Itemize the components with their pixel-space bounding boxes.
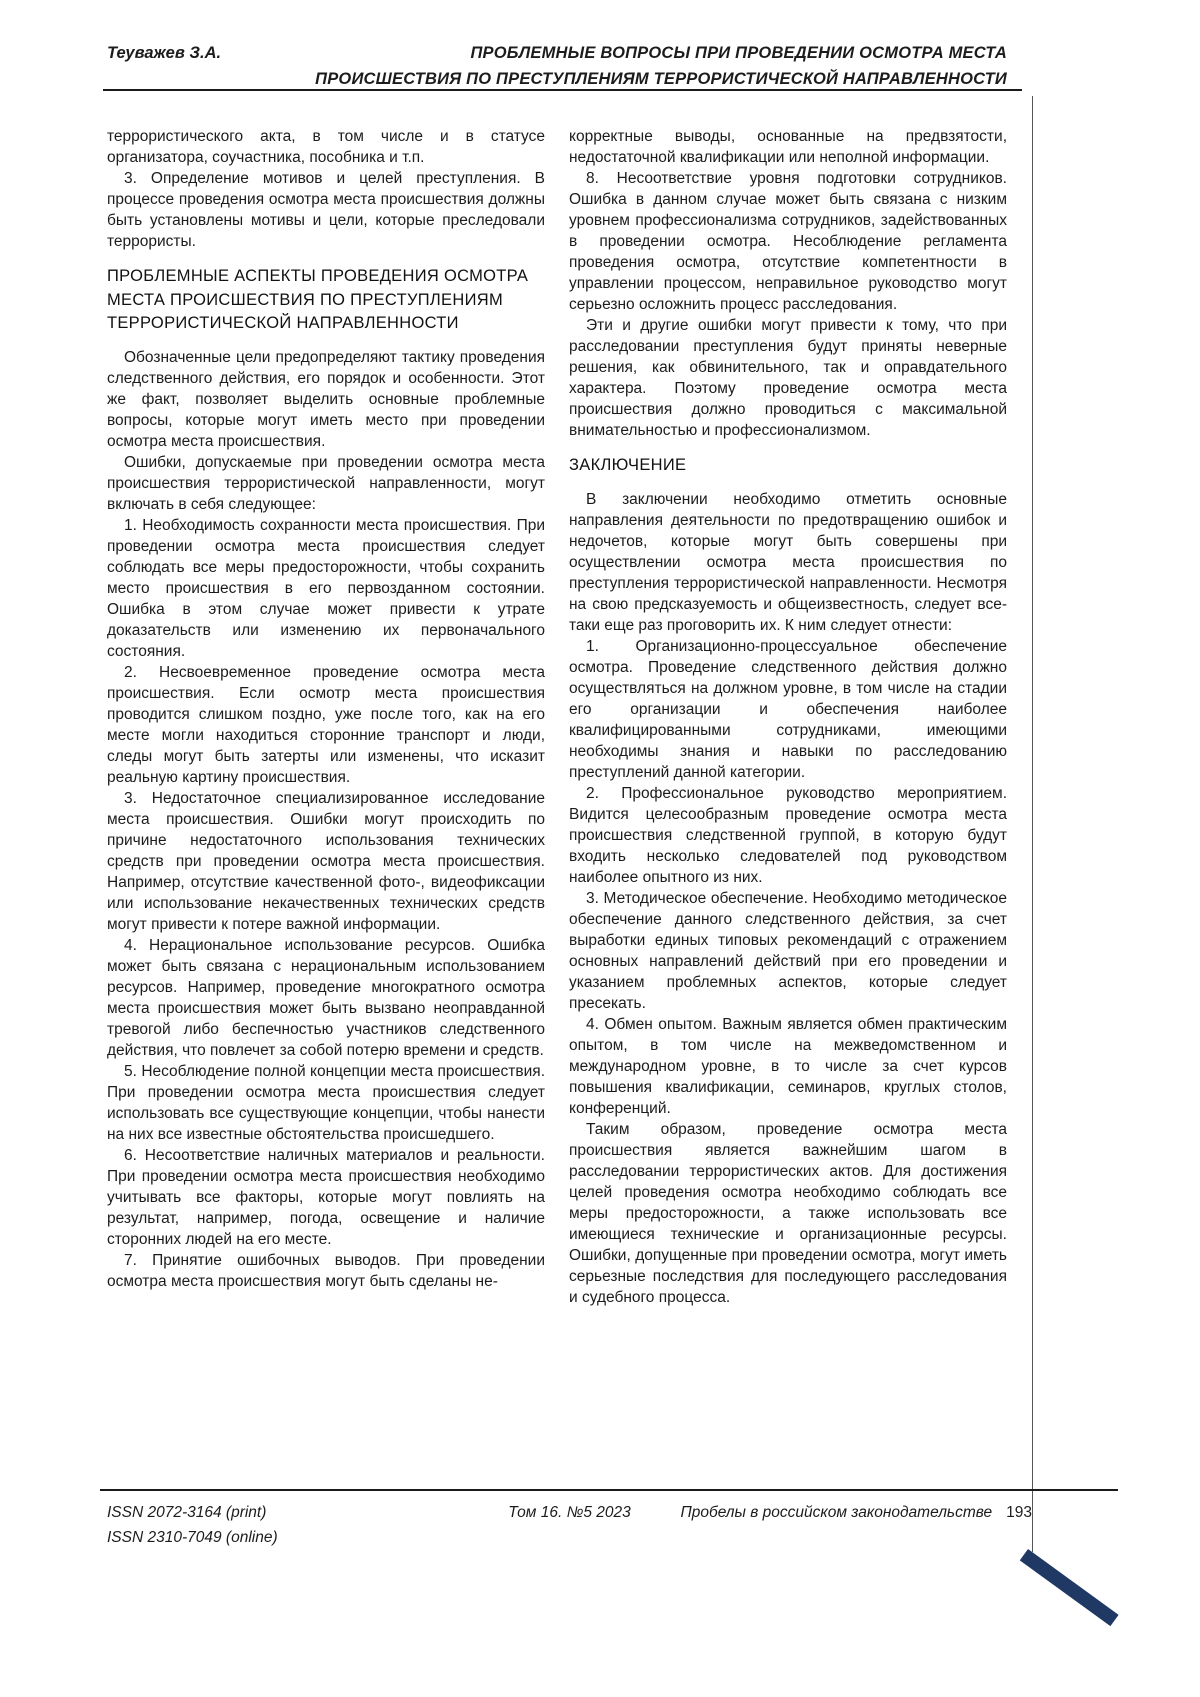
paragraph: В заключении необходимо отметить основные направления деятельности по предотвращению ошибок и недочетов, которые могут быть совершены при осуществлении осмотра места происшествия по преступления террористической направленности. Несмотря на свою предсказуемость и общеизвестность, следует все-таки еще раз проговорить их. К ним следует отнести: xyxy=(569,490,1007,634)
paragraph: 4. Обмен опытом. Важным является обмен практическим опытом, в том числе на межведомственном и международном уровне, в то числе за счет курсов повышения квалификации, семинаров, круглых столов, конференций. xyxy=(569,1015,1007,1117)
paragraph: 3. Недостаточное специализированное исследование места происшествия. Ошибки могут происходить по причине недостаточного использования технических средств при проведении осмотра места происшествия. Например, отсутствие качественной фото-, видеофиксации или использование некачественных технических средств могут привести к потере важной информации. xyxy=(107,789,545,933)
section-heading-problem-aspects: ПРОБЛЕМНЫЕ АСПЕКТЫ ПРОВЕДЕНИЯ ОСМОТРА МЕСТА ПРОИСШЕСТВИЯ ПО ПРЕСТУПЛЕНИЯМ ТЕРРОРИСТИЧЕСКОЙ НАПРАВЛЕННОСТИ xyxy=(107,267,529,332)
journal-name-block xyxy=(631,1500,1032,1550)
right-column xyxy=(569,126,1007,1308)
page-header xyxy=(107,40,1007,92)
paragraph: 1. Организационно-процессуальное обеспечение осмотра. Проведение следственного действия должно осуществляться на должном уровне, в том числе на стадии его организации и обеспечения наиболее квалифицированными сотрудниками, имеющими необходимы знания и навыки по расследованию преступлений данной категории. xyxy=(569,637,1007,781)
issn-online: ISSN 2310-7049 (online) xyxy=(107,1529,278,1546)
paragraph: 4. Нерациональное использование ресурсов. Ошибка может быть связана с нерациональным использованием ресурсов. Например, проведение многократного осмотра места происшествия может быть вызвано неоправданной тревогой либо беспечностью участников следственного действия, что повлечет за собой потерю времени и средств. xyxy=(107,936,545,1059)
paragraph: Обозначенные цели предопределяют тактику проведения следственного действия, его порядок и особенности. Этот же факт, позволяет выделить основные проблемные вопросы, которые могут иметь место при проведении осмотра места происшествия. xyxy=(107,348,545,450)
volume-issue: Том 16. №5 2023 xyxy=(508,1504,631,1521)
paragraph: 1. Необходимость сохранности места происшествия. При проведении осмотра места происшествия следует соблюдать все меры предосторожности, чтобы сохранить место происшествия в его первозданном состоянии. Ошибка в этом случае может привести к утрате доказательств или изменению их первоначального состояния. xyxy=(107,516,545,660)
paragraph: террористического акта, в том числе и в статусе организатора, соучастника, пособника и т.п. xyxy=(107,128,545,166)
paragraph: Ошибки, допускаемые при проведении осмотра места происшествия террористической направленности, могут включать в себя следующее: xyxy=(107,453,545,513)
article-title-line-1: ПРОБЛЕМНЫЕ ВОПРОСЫ ПРИ ПРОВЕДЕНИИ ОСМОТРА МЕСТА xyxy=(470,44,1007,62)
paragraph: 5. Несоблюдение полной концепции места происшествия. При проведении осмотра места происшествия следует использовать все существующие концепции, чтобы нанести на них все известные обстоятельства происшедшего. xyxy=(107,1062,545,1143)
paragraph: 3. Определение мотивов и целей преступления. В процессе проведения осмотра места происшествия должны быть установлены мотивы и цели, которые преследовали террористы. xyxy=(107,170,545,250)
page-footer xyxy=(107,1500,1032,1550)
article-title-line-2: ПРОИСШЕСТВИЯ ПО ПРЕСТУПЛЕНИЯМ ТЕРРОРИСТИЧЕСКОЙ НАПРАВЛЕННОСТИ xyxy=(315,70,1007,88)
journal-name: Пробелы в российском законодательстве xyxy=(680,1504,993,1521)
paragraph: 2. Несвоевременное проведение осмотра места происшествия. Если осмотр места происшествия проводится слишком поздно, уже после того, как на его месте могли находиться сторонние транспорт и люди, следы могут быть затерты или изменены, что исказит реальную картину происшествия. xyxy=(107,663,545,786)
article-body xyxy=(107,126,1007,1308)
section-heading-conclusion: ЗАКЛЮЧЕНИЕ xyxy=(569,456,687,474)
paragraph: 6. Несоответствие наличных материалов и реальности. При проведении осмотра места происшествия необходимо учитывать все факторы, которые могут повлиять на результат, например, погода, освещение и наличие сторонних людей на его месте. xyxy=(107,1146,545,1248)
paragraph: Таким образом, проведение осмотра места происшествия является важнейшим шагом в расследовании террористических актов. Для достижения целей проведения осмотра необходимо соблюдать все меры предосторожности, а также использовать все имеющиеся технические и организационные ресурсы. Ошибки, допущенные при проведении осмотра, могут иметь серьезные последствия для последующего расследования и судебного процесса. xyxy=(569,1120,1007,1306)
header-rule xyxy=(103,89,1022,91)
left-column xyxy=(107,126,545,1308)
paragraph: Эти и другие ошибки могут привести к тому, что при расследовании преступления будут приняты неверные решения, как обвинительного, так и оправдательного характера. Поэтому проведение осмотра места происшествия должно проводиться с максимальной внимательностью и профессионализмом. xyxy=(569,317,1007,439)
author-name: Теуважев З.А. xyxy=(107,44,222,62)
paragraph: 7. Принятие ошибочных выводов. При проведении осмотра места происшествия могут быть сделаны не- xyxy=(107,1251,545,1290)
issn-print: ISSN 2072-3164 (print) xyxy=(107,1504,267,1521)
corner-decoration xyxy=(1020,1549,1119,1626)
paragraph: 2. Профессиональное руководство мероприятием. Видится целесообразным проведение осмотра места происшествия следственной группой, в которую будут входить несколько следователей под руководством наиболее опытного из них. xyxy=(569,784,1007,886)
issn-block xyxy=(107,1500,508,1550)
paragraph: корректные выводы, основанные на предвзятости, недостаточной квалификации или неполной информации. xyxy=(569,128,1007,166)
paragraph: 3. Методическое обеспечение. Необходимо методическое обеспечение данного следственного действия, за счет выработки единых типовых рекомендаций с отражением основных направлений действий при его проведении и указанием проблемных аспектов, которые следует пресекать. xyxy=(569,889,1007,1012)
right-edge-rule xyxy=(1032,96,1033,1552)
page-number: 193 xyxy=(1006,1504,1032,1521)
footer-rule xyxy=(100,1489,1118,1491)
article-title xyxy=(315,40,1007,92)
paragraph: 8. Несоответствие уровня подготовки сотрудников. Ошибка в данном случае может быть связана с низким уровнем профессионализма сотрудников, задействованных в проведении осмотра. Несоблюдение регламента проведения осмотра, отсутствие компетентности в управлении процессом, неправильное руководство могут серьезно осложнить процесс расследования. xyxy=(569,170,1007,313)
